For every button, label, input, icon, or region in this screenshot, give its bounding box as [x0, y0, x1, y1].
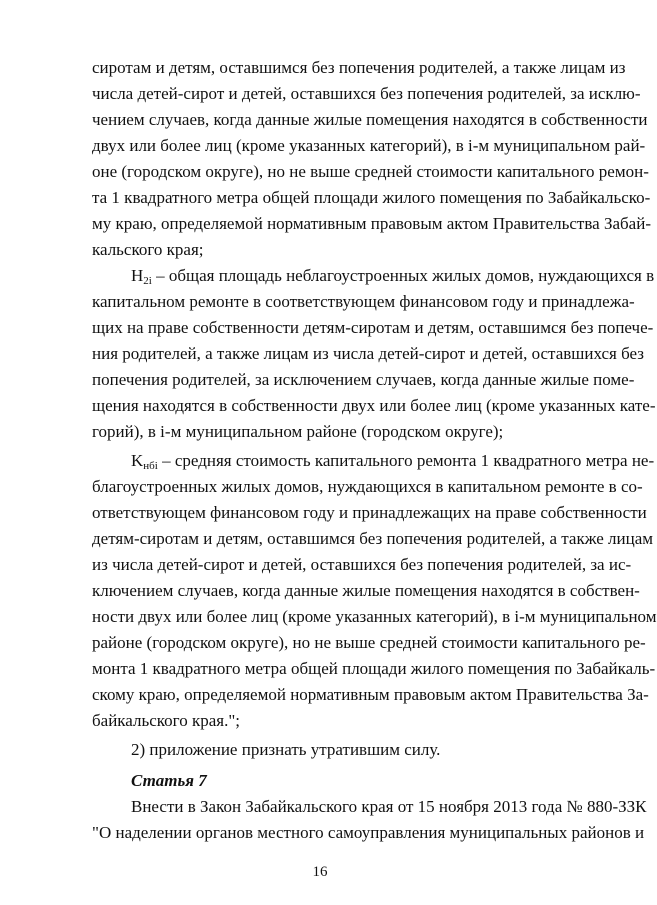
text-line: ключением случаев, когда данные жилые помещения находятся в собствен-	[92, 581, 640, 600]
text-line: монта 1 квадратного метра общей площади жилого помещения по Забайкаль-	[92, 659, 656, 678]
text-line: чением случаев, когда данные жилые помещения находятся в собственности	[92, 110, 648, 129]
text-fragment: – общая площадь неблагоустроенных жилых домов, нуждающихся в	[151, 266, 655, 285]
text-line: горий), в i-м муниципальном районе (городском округе);	[92, 422, 504, 441]
page-number: 16	[312, 864, 328, 880]
text-line: кальского края;	[92, 240, 204, 259]
text-line: 2) приложение признать утратившим силу.	[131, 740, 441, 759]
text-line: детям-сиротам и детям, оставшимся без попечения родителей, а также лицам	[92, 529, 654, 548]
text-line: районе (городском округе), но не выше средней стоимости капитального ре-	[92, 633, 646, 652]
text-line: му краю, определяемой нормативным правовым актом Правительства Забай-	[92, 214, 651, 233]
text-line: попечения родителей, за исключением случаев, когда данные жилые поме-	[92, 370, 635, 389]
formula-symbol: K	[131, 451, 144, 470]
text-line: "О наделении органов местного самоуправления муниципальных районов и	[92, 823, 645, 842]
text-line: ности двух или более лиц (кроме указанных категорий), в i-м муниципальном	[92, 607, 657, 626]
text-line: щения находятся в собственности двух или более лиц (кроме указанных кате-	[92, 396, 656, 415]
text-fragment: – средняя стоимость капитального ремонта 1 квадратного метра не-	[157, 451, 655, 470]
text-line: капитальном ремонте в соответствующем финансовом году и принадлежа-	[92, 292, 635, 311]
text-line: скому краю, определяемой нормативным правовым актом Правительства За-	[92, 685, 649, 704]
formula-symbol: H	[131, 266, 144, 285]
text-line: щих на праве собственности детям-сиротам и детям, оставшимся без попече-	[92, 318, 654, 337]
text-line: байкальского края.";	[92, 711, 241, 730]
text-line: ответствующем финансовом году и принадлежащих на праве собственности	[92, 503, 647, 522]
formula-subscript: 2i	[143, 275, 152, 287]
text-line: сиротам и детям, оставшимся без попечения родителей, а также лицам из	[92, 58, 626, 77]
text-line: двух или более лиц (кроме указанных категорий), в i-м муниципальном рай-	[92, 136, 646, 155]
formula-subscript: нбi	[143, 460, 158, 472]
text-line: из числа детей-сирот и детей, оставшихся без попечения родителей, за ис-	[92, 555, 632, 574]
text-line: благоустроенных жилых домов, нуждающихся в капитальном ремонте в со-	[92, 477, 643, 496]
text-line	[131, 448, 655, 474]
article-heading: Статья 7	[131, 771, 207, 790]
text-line: Внести в Закон Забайкальского края от 15 ноября 2013 года № 880-ЗЗК	[131, 797, 647, 816]
text-line: та 1 квадратного метра общей площади жилого помещения по Забайкальско-	[92, 188, 651, 207]
text-line	[131, 263, 655, 289]
text-line: числа детей-сирот и детей, оставшихся без попечения родителей, за исклю-	[92, 84, 641, 103]
text-line: ния родителей, а также лицам из числа детей-сирот и детей, оставшихся без	[92, 344, 644, 363]
text-line: оне (городском округе), но не выше средней стоимости капитального ремон-	[92, 162, 649, 181]
